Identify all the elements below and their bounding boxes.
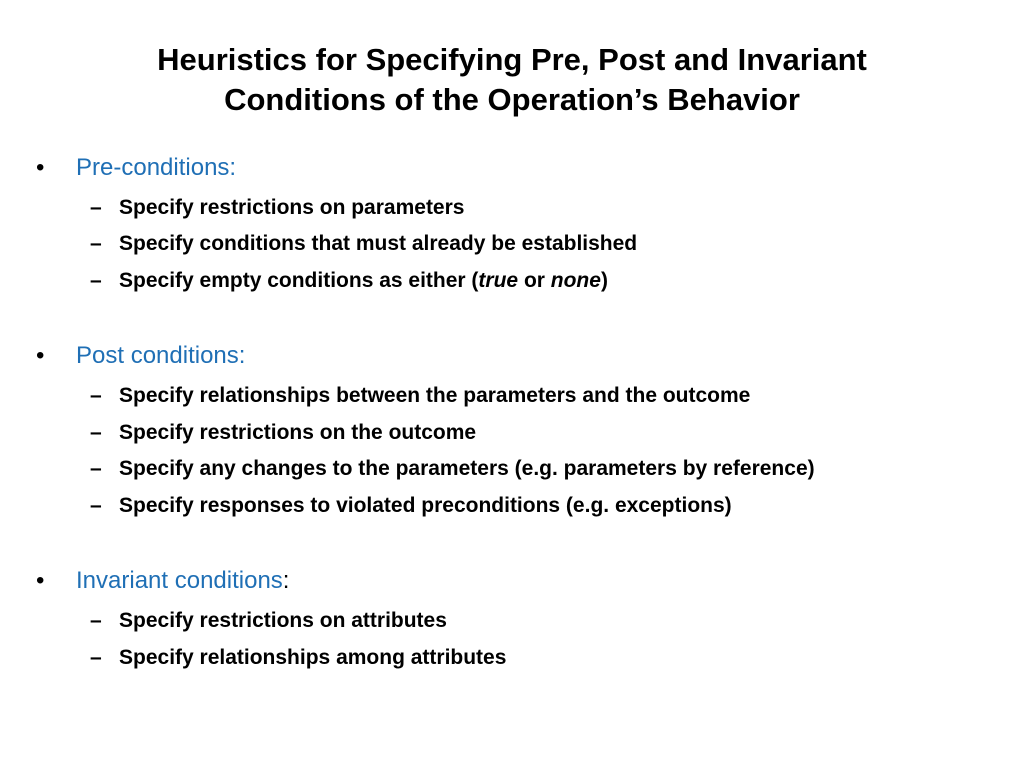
dash-icon: – xyxy=(90,232,102,255)
section-heading-text: Invariant conditions xyxy=(76,567,283,594)
slide-title xyxy=(60,40,964,120)
list-item-text: Specify restrictions on the outcome xyxy=(119,421,477,444)
list-item-text: Specify restrictions on parameters xyxy=(119,196,465,219)
bullet-icon: • xyxy=(36,342,45,369)
text-segment: or xyxy=(518,269,551,292)
text-segment: Specify empty conditions as either ( xyxy=(119,269,479,292)
dash-icon: – xyxy=(90,457,102,480)
italic-word-true: true xyxy=(478,269,519,292)
dash-icon: – xyxy=(90,196,102,219)
dash-icon: – xyxy=(90,384,102,407)
bullet-icon: • xyxy=(36,154,45,181)
dash-icon: – xyxy=(90,646,102,669)
list-item-text: Specify any changes to the parameters (e.g. parameters by reference) xyxy=(119,457,815,480)
list-item-text xyxy=(119,268,608,294)
slide-title-line-2: Conditions of the Operation’s Behavior xyxy=(224,82,800,117)
text-segment: ) xyxy=(600,269,608,292)
bullet-icon: • xyxy=(36,567,45,594)
section-heading xyxy=(76,567,289,595)
dash-icon: – xyxy=(90,494,102,517)
dash-icon: – xyxy=(90,421,102,444)
list-item-text: Specify responses to violated preconditions (e.g. exceptions) xyxy=(119,494,732,517)
dash-icon: – xyxy=(90,609,102,632)
list-item-text: Specify relationships among attributes xyxy=(119,646,507,669)
dash-icon: – xyxy=(90,269,102,292)
list-item-text: Specify conditions that must already be established xyxy=(119,232,638,255)
section-heading: Pre-conditions: xyxy=(76,154,237,181)
italic-word-none: none xyxy=(550,269,601,292)
slide-title-line-1: Heuristics for Specifying Pre, Post and Invariant xyxy=(157,42,867,77)
section-heading: Post conditions: xyxy=(76,342,246,369)
list-item-text: Specify relationships between the parameters and the outcome xyxy=(119,384,751,407)
section-heading-colon: : xyxy=(282,567,290,594)
list-item-text: Specify restrictions on attributes xyxy=(119,609,447,632)
